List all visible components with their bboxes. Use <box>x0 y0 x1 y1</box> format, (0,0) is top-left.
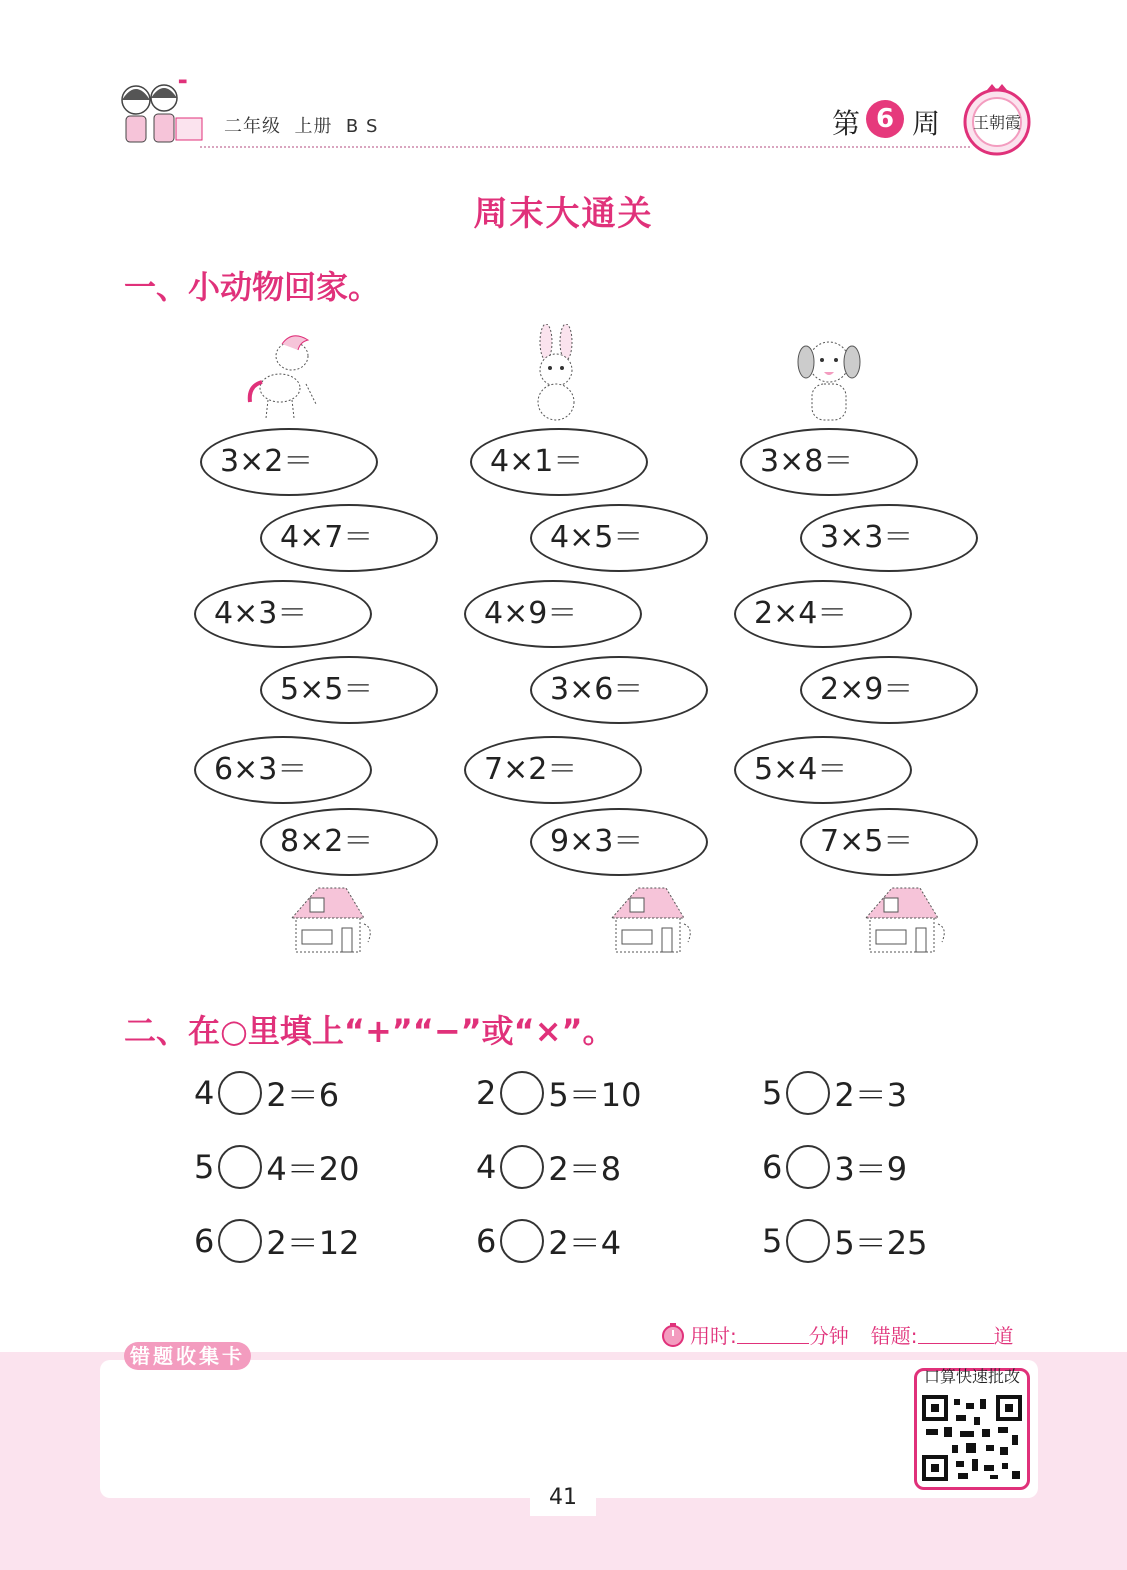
operator-circle[interactable] <box>500 1071 544 1115</box>
operand-right: 2＝6 <box>266 1076 340 1114</box>
house-icon <box>608 884 694 954</box>
stopwatch-icon <box>660 1322 686 1348</box>
operand-right: 2＝4 <box>548 1224 622 1262</box>
operand-left: 5 <box>762 1222 783 1260</box>
errors-label: 错题: <box>870 1324 918 1348</box>
svg-text:王朝霞: 王朝霞 <box>972 113 1022 132</box>
operand-right: 3＝9 <box>834 1150 908 1188</box>
week-prefix: 第 <box>832 107 861 140</box>
operator-circle[interactable] <box>786 1145 830 1189</box>
operand-right: 5＝10 <box>548 1076 642 1114</box>
operand-right: 2＝8 <box>548 1150 622 1188</box>
operator-circle[interactable] <box>218 1145 262 1189</box>
time-blank[interactable] <box>737 1325 809 1344</box>
operand-left: 6 <box>194 1222 215 1260</box>
dog-icon <box>794 336 864 422</box>
problem-oval: 3×3＝ <box>800 504 978 572</box>
errors-unit: 道 <box>993 1324 1014 1348</box>
operand-left: 5 <box>762 1074 783 1112</box>
qr-label: 口算快速批改 <box>924 1367 1021 1386</box>
operand-right: 5＝25 <box>834 1224 928 1262</box>
operator-circle[interactable] <box>218 1219 262 1263</box>
brand-logo-icon <box>960 80 1034 160</box>
problem-oval: 2×9＝ <box>800 656 978 724</box>
problem-oval: 7×2＝ <box>464 736 642 804</box>
rabbit-icon <box>524 324 588 422</box>
qr-code-icon <box>922 1395 1022 1481</box>
problem-oval: 3×6＝ <box>530 656 708 724</box>
problem-oval: 3×2＝ <box>200 428 378 496</box>
equation-item <box>194 1218 359 1264</box>
problem-oval: 2×4＝ <box>734 580 912 648</box>
page-number: 41 <box>530 1478 596 1516</box>
operand-left: 6 <box>476 1222 497 1260</box>
operand-left: 2 <box>476 1074 497 1112</box>
svg-text:▬: ▬ <box>178 76 188 87</box>
house-icon <box>862 884 948 954</box>
problem-oval: 4×1＝ <box>470 428 648 496</box>
grade-label: 二年级 上册 B S <box>224 116 379 137</box>
operator-circle[interactable] <box>786 1219 830 1263</box>
equation-item <box>194 1070 339 1116</box>
section1-heading: 一、小动物回家。 <box>124 268 381 306</box>
problem-oval: 5×5＝ <box>260 656 438 724</box>
equation-item <box>194 1144 359 1190</box>
problem-oval: 4×9＝ <box>464 580 642 648</box>
problem-oval: 7×5＝ <box>800 808 978 876</box>
problem-oval: 5×4＝ <box>734 736 912 804</box>
errors-blank[interactable] <box>918 1325 994 1344</box>
header-divider <box>200 146 970 148</box>
equation-item <box>476 1218 621 1264</box>
operand-right: 2＝3 <box>834 1076 908 1114</box>
operator-circle[interactable] <box>786 1071 830 1115</box>
problem-oval: 4×3＝ <box>194 580 372 648</box>
page-title: 周末大通关 <box>473 194 654 234</box>
operator-circle[interactable] <box>500 1219 544 1263</box>
problem-oval: 6×3＝ <box>194 736 372 804</box>
problem-oval: 9×3＝ <box>530 808 708 876</box>
kids-illustration <box>108 70 208 156</box>
house-icon <box>288 884 374 954</box>
operand-right: 4＝20 <box>266 1150 360 1188</box>
operand-left: 4 <box>194 1074 215 1112</box>
minutes-label: 分钟 <box>808 1324 849 1348</box>
equation-item <box>762 1144 907 1190</box>
section2-heading: 二、在○里填上“+”“−”或“×”。 <box>124 1012 615 1050</box>
card-title: 错题收集卡 <box>124 1342 251 1370</box>
pony-icon <box>244 330 324 422</box>
equation-item <box>762 1218 927 1264</box>
operator-circle[interactable] <box>500 1145 544 1189</box>
time-error-record <box>660 1320 1014 1349</box>
week-suffix: 周 <box>912 107 941 140</box>
operand-right: 2＝12 <box>266 1224 360 1262</box>
equation-item <box>762 1070 907 1116</box>
equation-item <box>476 1144 621 1190</box>
problem-oval: 8×2＝ <box>260 808 438 876</box>
week-number-badge: 6 <box>866 100 904 138</box>
operand-left: 4 <box>476 1148 497 1186</box>
problem-oval: 4×5＝ <box>530 504 708 572</box>
equation-item <box>476 1070 641 1116</box>
operand-left: 6 <box>762 1148 783 1186</box>
problem-oval: 4×7＝ <box>260 504 438 572</box>
operator-circle[interactable] <box>218 1071 262 1115</box>
operand-left: 5 <box>194 1148 215 1186</box>
time-label: 用时: <box>690 1324 737 1348</box>
problem-oval: 3×8＝ <box>740 428 918 496</box>
